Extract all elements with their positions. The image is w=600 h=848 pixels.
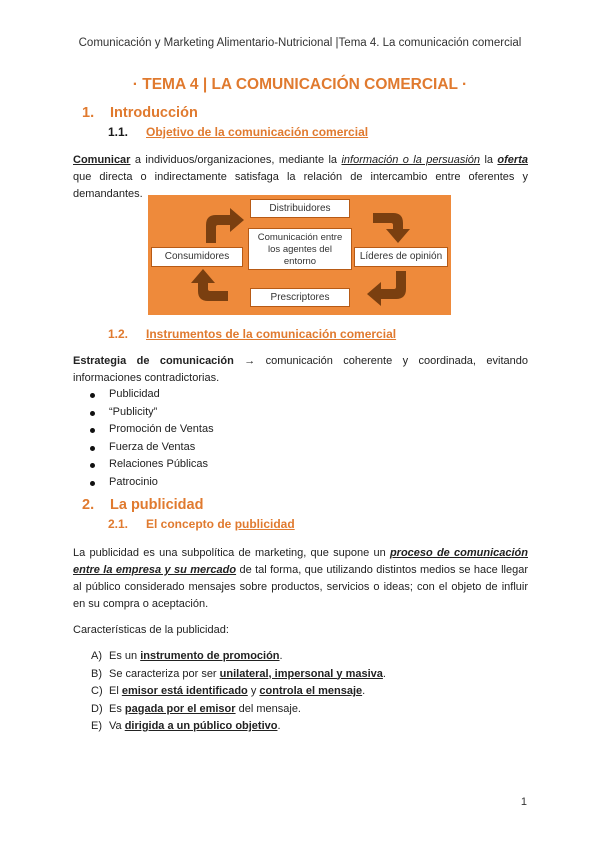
list-item: Publicidad xyxy=(87,386,387,404)
page-title: · TEMA 4 | LA COMUNICACIÓN COMERCIAL · xyxy=(132,76,468,93)
list-item: Fuerza de Ventas xyxy=(87,439,387,457)
arrow-icon xyxy=(206,208,244,243)
keyword-comunicar: Comunicar xyxy=(73,154,131,166)
text-span: Va xyxy=(109,720,125,732)
keyword-oferta: oferta xyxy=(497,154,528,166)
text-span: La publicidad es una subpolítica de marketing, que supone un xyxy=(73,547,390,559)
section-label: Introducción xyxy=(110,105,198,121)
list-item: Relaciones Públicas xyxy=(87,456,387,474)
text-span: . xyxy=(382,667,386,680)
box-distribuidores: Distribuidores xyxy=(250,199,350,218)
instruments-list xyxy=(87,386,387,491)
text-span: . xyxy=(279,650,283,662)
text-span: y xyxy=(247,685,260,697)
subsection-number: 1.1. xyxy=(108,125,129,139)
list-item: Patrocinio xyxy=(87,474,387,492)
keyword-informacion: información o la persuasión xyxy=(341,154,481,166)
subsection-label: Objetivo de la comunicación comercial xyxy=(146,125,369,139)
text-span: del mensaje. xyxy=(235,702,301,715)
text-span: El xyxy=(109,685,122,697)
list-item xyxy=(91,648,521,666)
keyword-estrategia: Estrategia de comunicación xyxy=(73,355,234,367)
keyword: instrumento de promoción xyxy=(140,650,280,662)
subsection-label: Instrumentos de la comunicación comercial xyxy=(146,327,397,341)
section-number: 2. xyxy=(82,497,95,513)
keyword: controla el mensaje xyxy=(259,685,363,697)
item-letter: D) xyxy=(91,702,103,715)
keyword: dirigida a un público objetivo xyxy=(124,720,278,732)
text-span: → comunicación coherente y coordinada, evitando informaciones contradictorias. xyxy=(73,355,528,384)
communication-diagram xyxy=(148,195,451,315)
strategy-paragraph xyxy=(73,353,528,387)
subsection-label-underlined: publicidad xyxy=(234,517,295,531)
section-2-heading xyxy=(82,497,203,513)
text-span: Es un xyxy=(109,650,141,662)
list-item xyxy=(91,701,521,719)
text-span: la xyxy=(480,154,498,166)
item-letter: E) xyxy=(91,720,102,732)
keyword: unilateral, impersonal y masiva xyxy=(219,667,383,680)
arrow-icon xyxy=(373,213,410,243)
keyword: pagada por el emisor xyxy=(124,702,236,715)
text-span: de tal forma, que utilizando distintos medios se hace llegar al público considerado mensajes sobre productos, servicios o ideas; con el objeto de influir en su compra o aceptación. xyxy=(73,564,528,610)
publicidad-paragraph xyxy=(73,545,528,613)
text-span: que directa o indirectamente satisfaga la relación de intercambio entre oferentes y demandantes. xyxy=(73,171,528,200)
text-span: Es xyxy=(109,702,125,715)
subsection-2-1-heading xyxy=(108,517,295,531)
list-item xyxy=(91,666,521,684)
keyword-proceso: proceso de comunicación entre la empresa y su mercado xyxy=(73,547,528,576)
characteristics-title: Características de la publicidad: xyxy=(73,624,229,636)
list-item xyxy=(91,683,521,701)
characteristics-list xyxy=(91,648,521,736)
box-consumidores: Consumidores xyxy=(151,247,243,267)
arrow-icon xyxy=(367,271,406,306)
subsection-number: 2.1. xyxy=(108,517,129,531)
text-span: . xyxy=(362,685,366,697)
box-prescriptores: Prescriptores xyxy=(250,288,350,307)
text-span: a individuos/organizaciones, mediante la xyxy=(130,154,342,166)
keyword: emisor está identificado xyxy=(121,685,248,697)
subsection-1-1-heading xyxy=(108,125,368,139)
arrow-icon xyxy=(191,269,228,301)
list-item: “Publicity” xyxy=(87,404,387,422)
page-number: 1 xyxy=(520,796,527,808)
subsection-label-pre: El concepto de xyxy=(146,517,235,531)
box-lideres: Líderes de opinión xyxy=(354,247,448,267)
subsection-number: 1.2. xyxy=(108,327,129,341)
text-span: Se caracteriza por ser xyxy=(109,667,220,680)
section-label: La publicidad xyxy=(110,497,204,513)
text-span: . xyxy=(277,720,281,732)
section-number: 1. xyxy=(82,105,95,121)
running-header: Comunicación y Marketing Alimentario-Nutricional |Tema 4. La comunicación comercial xyxy=(78,37,522,49)
section-1-heading xyxy=(82,105,198,121)
item-letter: B) xyxy=(91,667,102,680)
list-item: Promoción de Ventas xyxy=(87,421,387,439)
item-letter: A) xyxy=(91,650,102,662)
box-center: Comunicación entre los agentes del entorno xyxy=(248,228,352,270)
list-item xyxy=(91,718,521,736)
subsection-1-2-heading xyxy=(108,327,396,341)
item-letter: C) xyxy=(91,685,103,697)
